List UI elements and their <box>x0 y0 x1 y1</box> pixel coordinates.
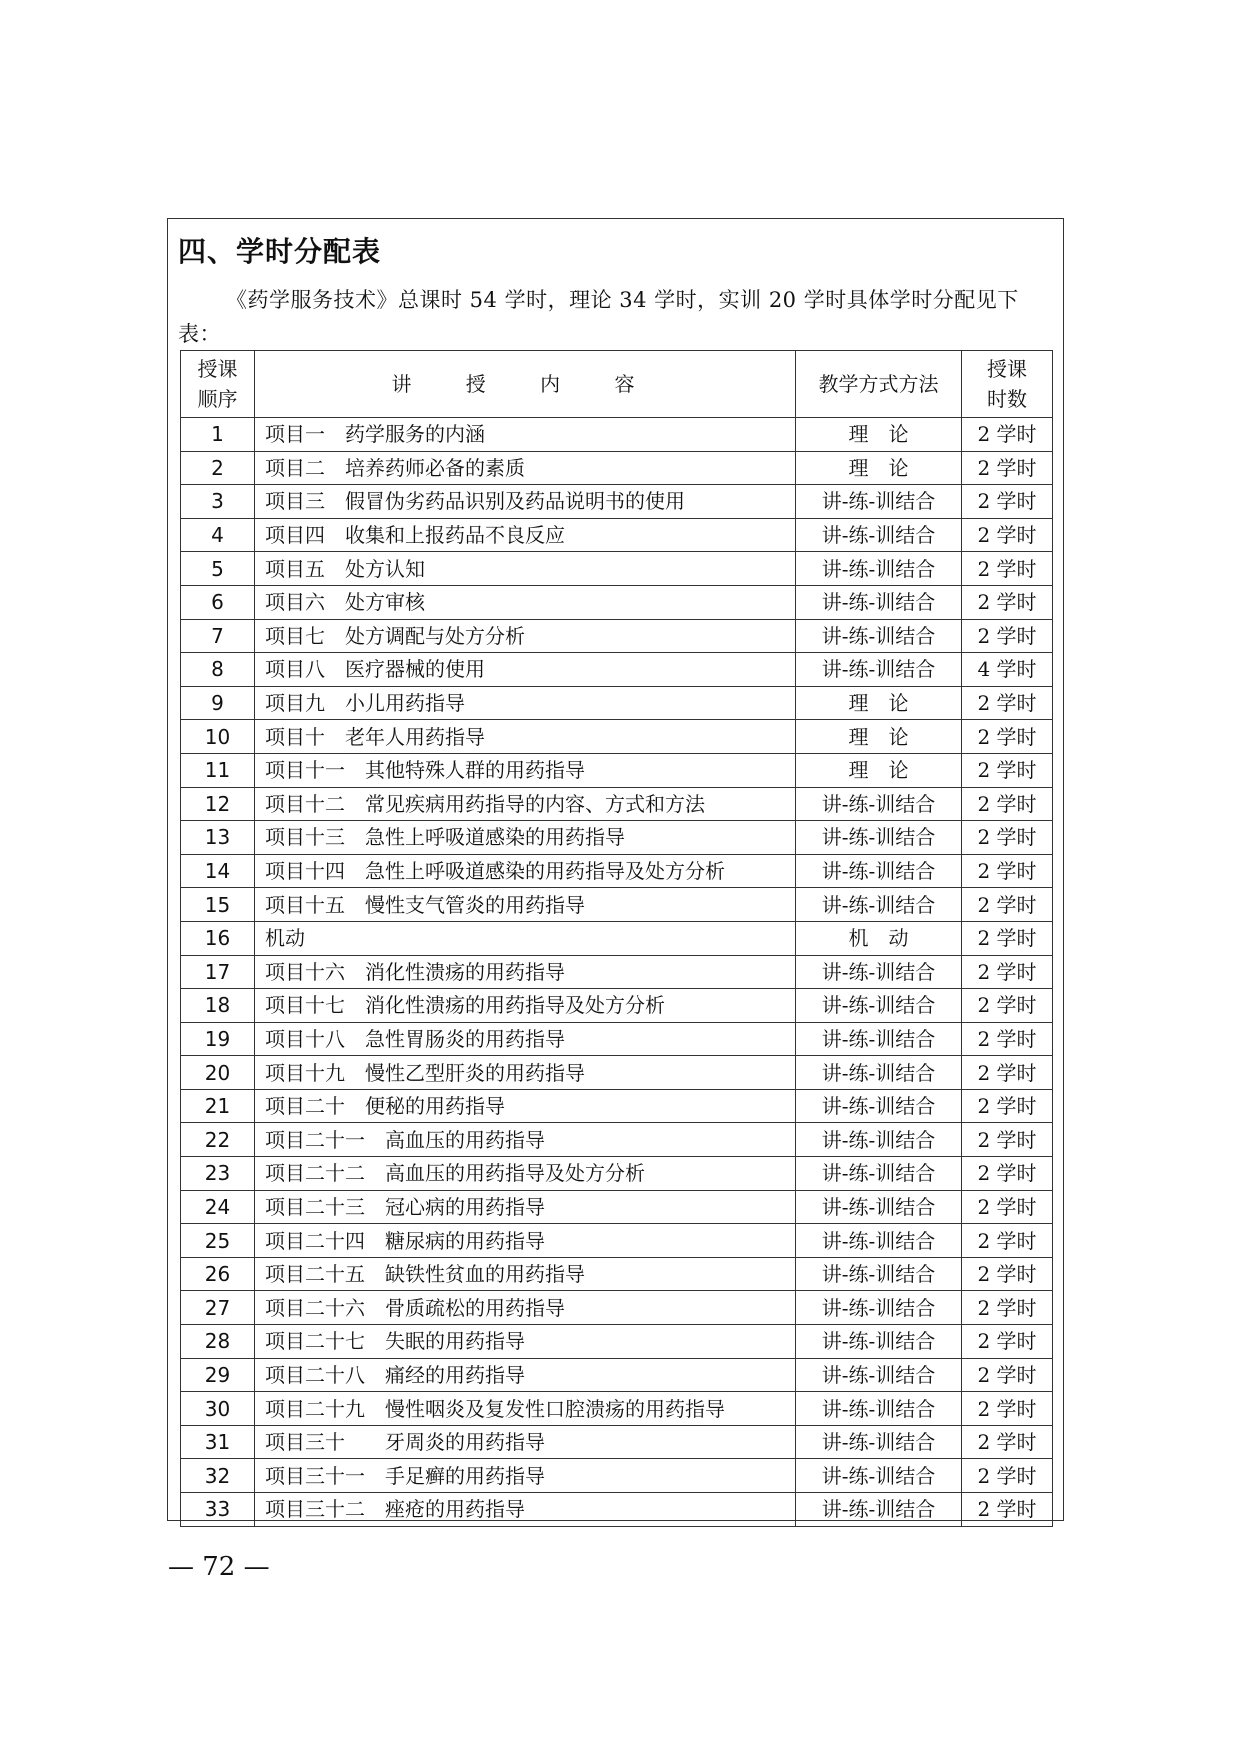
row-seq: 7 <box>181 619 255 653</box>
table-row <box>181 1224 1053 1258</box>
intro-paragraph: 《药学服务技术》总课时 54 学时，理论 34 学时，实训 20 学时具体学时分配见下表： <box>178 288 1019 346</box>
row-content: 项目八 医疗器械的使用 <box>255 653 796 687</box>
row-seq: 5 <box>181 552 255 586</box>
row-content: 项目二十 便秘的用药指导 <box>255 1089 796 1123</box>
row-content: 项目二十六 骨质疏松的用药指导 <box>255 1291 796 1325</box>
row-hours: 2 学时 <box>962 1493 1053 1527</box>
row-seq: 28 <box>181 1325 255 1359</box>
row-method: 讲-练-训结合 <box>796 1257 962 1291</box>
row-method: 讲-练-训结合 <box>796 585 962 619</box>
page-number: — 72 — <box>168 1552 270 1582</box>
row-method: 讲-练-训结合 <box>796 1022 962 1056</box>
row-hours: 2 学时 <box>962 1392 1053 1426</box>
table-row <box>181 1459 1053 1493</box>
table-row <box>181 451 1053 485</box>
row-method: 机 动 <box>796 921 962 955</box>
row-seq: 12 <box>181 787 255 821</box>
row-content: 项目十一 其他特殊人群的用药指导 <box>255 753 796 787</box>
table-row <box>181 1358 1053 1392</box>
row-content: 项目七 处方调配与处方分析 <box>255 619 796 653</box>
table-row <box>181 753 1053 787</box>
row-seq: 17 <box>181 955 255 989</box>
row-content: 项目五 处方认知 <box>255 552 796 586</box>
row-seq: 24 <box>181 1190 255 1224</box>
row-method: 讲-练-训结合 <box>796 1123 962 1157</box>
row-hours: 2 学时 <box>962 1257 1053 1291</box>
row-content: 项目三 假冒伪劣药品识别及药品说明书的使用 <box>255 485 796 519</box>
row-seq: 6 <box>181 585 255 619</box>
row-seq: 11 <box>181 753 255 787</box>
table-row <box>181 955 1053 989</box>
row-hours: 2 学时 <box>962 1459 1053 1493</box>
row-method: 理 论 <box>796 753 962 787</box>
row-hours: 2 学时 <box>962 451 1053 485</box>
row-method: 讲-练-训结合 <box>796 854 962 888</box>
row-content: 项目二十四 糖尿病的用药指导 <box>255 1224 796 1258</box>
table-row <box>181 1157 1053 1191</box>
row-method: 讲-练-训结合 <box>796 821 962 855</box>
row-method: 讲-练-训结合 <box>796 1291 962 1325</box>
table-row <box>181 1056 1053 1090</box>
row-seq: 4 <box>181 518 255 552</box>
table-row <box>181 1493 1053 1527</box>
table-row <box>181 1190 1053 1224</box>
table-row <box>181 1392 1053 1426</box>
row-hours: 2 学时 <box>962 854 1053 888</box>
table-row <box>181 418 1053 452</box>
table-row <box>181 821 1053 855</box>
row-method: 讲-练-训结合 <box>796 1056 962 1090</box>
table-row <box>181 854 1053 888</box>
table-row <box>181 552 1053 586</box>
row-method: 理 论 <box>796 418 962 452</box>
row-method: 讲-练-训结合 <box>796 653 962 687</box>
row-method: 理 论 <box>796 451 962 485</box>
row-content: 项目一 药学服务的内涵 <box>255 418 796 452</box>
table-body <box>181 418 1053 1527</box>
row-hours: 2 学时 <box>962 787 1053 821</box>
row-method: 讲-练-训结合 <box>796 518 962 552</box>
row-content: 项目九 小儿用药指导 <box>255 686 796 720</box>
row-hours: 2 学时 <box>962 921 1053 955</box>
row-method: 讲-练-训结合 <box>796 1358 962 1392</box>
row-content: 项目十二 常见疾病用药指导的内容、方式和方法 <box>255 787 796 821</box>
row-hours: 2 学时 <box>962 485 1053 519</box>
row-content: 项目四 收集和上报药品不良反应 <box>255 518 796 552</box>
row-hours: 2 学时 <box>962 1123 1053 1157</box>
row-seq: 23 <box>181 1157 255 1191</box>
row-hours: 2 学时 <box>962 955 1053 989</box>
row-content: 项目二 培养药师必备的素质 <box>255 451 796 485</box>
table-row <box>181 888 1053 922</box>
row-content: 机动 <box>255 921 796 955</box>
table-row <box>181 989 1053 1023</box>
row-method: 讲-练-训结合 <box>796 1493 962 1527</box>
row-method: 理 论 <box>796 686 962 720</box>
table-row <box>181 1022 1053 1056</box>
row-hours: 2 学时 <box>962 1425 1053 1459</box>
table-row <box>181 1425 1053 1459</box>
row-method: 讲-练-训结合 <box>796 787 962 821</box>
table-row <box>181 686 1053 720</box>
row-seq: 19 <box>181 1022 255 1056</box>
row-hours: 2 学时 <box>962 1325 1053 1359</box>
row-hours: 2 学时 <box>962 585 1053 619</box>
row-hours: 2 学时 <box>962 821 1053 855</box>
table-row <box>181 1123 1053 1157</box>
row-seq: 26 <box>181 1257 255 1291</box>
row-hours: 2 学时 <box>962 888 1053 922</box>
row-method: 讲-练-训结合 <box>796 1157 962 1191</box>
row-hours: 2 学时 <box>962 753 1053 787</box>
row-method: 讲-练-训结合 <box>796 1459 962 1493</box>
table-row <box>181 1325 1053 1359</box>
row-method: 讲-练-训结合 <box>796 888 962 922</box>
header-seq: 授课顺序 <box>181 351 255 418</box>
row-content: 项目十八 急性胃肠炎的用药指导 <box>255 1022 796 1056</box>
hours-allocation-table <box>180 350 1053 1527</box>
row-seq: 32 <box>181 1459 255 1493</box>
row-method: 讲-练-训结合 <box>796 1190 962 1224</box>
table-row <box>181 518 1053 552</box>
table-row <box>181 485 1053 519</box>
table-row <box>181 1291 1053 1325</box>
row-method: 讲-练-训结合 <box>796 1224 962 1258</box>
row-seq: 1 <box>181 418 255 452</box>
row-method: 讲-练-训结合 <box>796 485 962 519</box>
table-row <box>181 585 1053 619</box>
table-row <box>181 921 1053 955</box>
row-hours: 2 学时 <box>962 619 1053 653</box>
row-seq: 14 <box>181 854 255 888</box>
row-hours: 2 学时 <box>962 1022 1053 1056</box>
table-row <box>181 787 1053 821</box>
row-seq: 25 <box>181 1224 255 1258</box>
header-method: 教学方式方法 <box>796 351 962 418</box>
row-hours: 2 学时 <box>962 720 1053 754</box>
row-content: 项目二十七 失眠的用药指导 <box>255 1325 796 1359</box>
row-seq: 30 <box>181 1392 255 1426</box>
row-content: 项目三十一 手足癣的用药指导 <box>255 1459 796 1493</box>
row-method: 讲-练-训结合 <box>796 1425 962 1459</box>
row-method: 讲-练-训结合 <box>796 1392 962 1426</box>
row-content: 项目二十二 高血压的用药指导及处方分析 <box>255 1157 796 1191</box>
row-hours: 4 学时 <box>962 653 1053 687</box>
row-hours: 2 学时 <box>962 552 1053 586</box>
row-method: 讲-练-训结合 <box>796 552 962 586</box>
row-seq: 29 <box>181 1358 255 1392</box>
row-seq: 16 <box>181 921 255 955</box>
row-hours: 2 学时 <box>962 418 1053 452</box>
section-heading: 四、学时分配表 <box>178 235 382 268</box>
row-content: 项目二十八 痛经的用药指导 <box>255 1358 796 1392</box>
row-seq: 21 <box>181 1089 255 1123</box>
row-seq: 15 <box>181 888 255 922</box>
header-hours: 授课时数 <box>962 351 1053 418</box>
row-method: 讲-练-训结合 <box>796 1089 962 1123</box>
row-seq: 27 <box>181 1291 255 1325</box>
row-content: 项目十九 慢性乙型肝炎的用药指导 <box>255 1056 796 1090</box>
row-content: 项目十六 消化性溃疡的用药指导 <box>255 955 796 989</box>
row-content: 项目二十一 高血压的用药指导 <box>255 1123 796 1157</box>
row-content: 项目二十三 冠心病的用药指导 <box>255 1190 796 1224</box>
row-seq: 33 <box>181 1493 255 1527</box>
table-row <box>181 1089 1053 1123</box>
row-seq: 22 <box>181 1123 255 1157</box>
row-method: 讲-练-训结合 <box>796 619 962 653</box>
row-seq: 31 <box>181 1425 255 1459</box>
row-hours: 2 学时 <box>962 518 1053 552</box>
row-seq: 8 <box>181 653 255 687</box>
row-content: 项目三十 牙周炎的用药指导 <box>255 1425 796 1459</box>
row-hours: 2 学时 <box>962 1157 1053 1191</box>
row-content: 项目十四 急性上呼吸道感染的用药指导及处方分析 <box>255 854 796 888</box>
row-content: 项目十七 消化性溃疡的用药指导及处方分析 <box>255 989 796 1023</box>
row-hours: 2 学时 <box>962 1190 1053 1224</box>
row-method: 讲-练-训结合 <box>796 989 962 1023</box>
row-hours: 2 学时 <box>962 1291 1053 1325</box>
table-header-row <box>181 351 1053 418</box>
row-content: 项目二十五 缺铁性贫血的用药指导 <box>255 1257 796 1291</box>
row-seq: 18 <box>181 989 255 1023</box>
header-content: 讲 授 内 容 <box>255 351 796 418</box>
row-seq: 13 <box>181 821 255 855</box>
row-hours: 2 学时 <box>962 1358 1053 1392</box>
table-row <box>181 619 1053 653</box>
row-hours: 2 学时 <box>962 1089 1053 1123</box>
row-content: 项目二十九 慢性咽炎及复发性口腔溃疡的用药指导 <box>255 1392 796 1426</box>
row-content: 项目十三 急性上呼吸道感染的用药指导 <box>255 821 796 855</box>
row-hours: 2 学时 <box>962 989 1053 1023</box>
row-hours: 2 学时 <box>962 1056 1053 1090</box>
row-method: 讲-练-训结合 <box>796 955 962 989</box>
row-seq: 9 <box>181 686 255 720</box>
row-hours: 2 学时 <box>962 686 1053 720</box>
row-method: 讲-练-训结合 <box>796 1325 962 1359</box>
row-method: 理 论 <box>796 720 962 754</box>
table-row <box>181 720 1053 754</box>
row-seq: 2 <box>181 451 255 485</box>
table-row <box>181 653 1053 687</box>
row-content: 项目十 老年人用药指导 <box>255 720 796 754</box>
row-content: 项目三十二 痤疮的用药指导 <box>255 1493 796 1527</box>
row-content: 项目六 处方审核 <box>255 585 796 619</box>
row-seq: 20 <box>181 1056 255 1090</box>
row-content: 项目十五 慢性支气管炎的用药指导 <box>255 888 796 922</box>
row-seq: 3 <box>181 485 255 519</box>
table-row <box>181 1257 1053 1291</box>
row-hours: 2 学时 <box>962 1224 1053 1258</box>
row-seq: 10 <box>181 720 255 754</box>
